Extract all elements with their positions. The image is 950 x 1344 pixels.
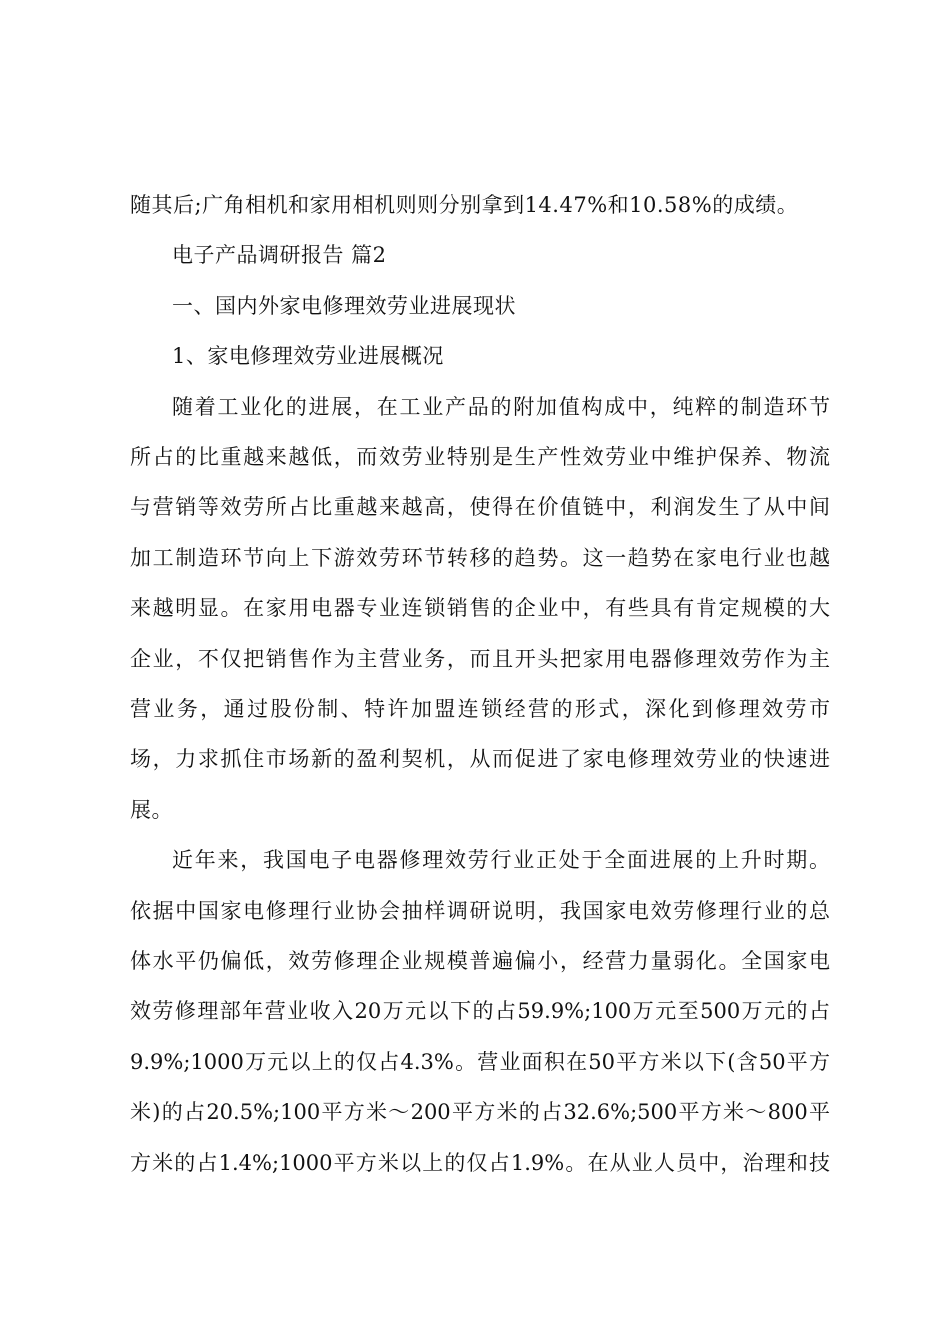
paragraph-line: 所占的比重越来越低，而效劳业特别是生产性效劳业中维护保养、物流: [130, 445, 830, 469]
paragraph-line: 依据中国家电修理行业协会抽样调研说明，我国家电效劳修理行业的总: [130, 899, 830, 923]
paragraph-line: 随其后;广角相机和家用相机则则分别拿到14.47%和10.58%的成绩。: [130, 193, 799, 217]
paragraph-line: 效劳修理部年营业收入20万元以下的占59.9%;100万元至500万元的占: [130, 999, 830, 1023]
paragraph-line: 近年来，我国电子电器修理效劳行业正处于全面进展的上升时期。: [172, 848, 830, 872]
paragraph-line: 场，力求抓住市场新的盈利契机，从而促进了家电修理效劳业的快速进: [130, 747, 830, 771]
section-heading: 电子产品调研报告 篇2: [172, 243, 387, 267]
paragraph-line: 9.9%;1000万元以上的仅占4.3%。营业面积在50平方米以下(含50平方: [130, 1050, 830, 1074]
paragraph-line: 体水平仍偏低，效劳修理企业规模普遍偏小，经营力量弱化。全国家电: [130, 949, 830, 973]
paragraph-line: 与营销等效劳所占比重越来越高，使得在价值链中，利润发生了从中间: [130, 495, 830, 519]
paragraph-line: 加工制造环节向上下游效劳环节转移的趋势。这一趋势在家电行业也越: [130, 546, 830, 570]
paragraph-line: 来越明显。在家用电器专业连锁销售的企业中，有些具有肯定规模的大: [130, 596, 830, 620]
paragraph-line: 方米的占1.4%;1000平方米以上的仅占1.9%。在从业人员中，治理和技: [130, 1151, 830, 1175]
paragraph-line: 企业，不仅把销售作为主营业务，而且开头把家用电器修理效劳作为主: [130, 647, 830, 671]
paragraph-line: 展。: [130, 798, 173, 822]
paragraph-line: 营业务，通过股份制、特许加盟连锁经营的形式，深化到修理效劳市: [130, 697, 830, 721]
paragraph-line: 随着工业化的进展，在工业产品的附加值构成中，纯粹的制造环节: [172, 395, 830, 419]
paragraph-line: 米)的占20.5%;100平方米～200平方米的占32.6%;500平方米～800平: [130, 1100, 830, 1124]
section-heading: 一、国内外家电修理效劳业进展现状: [172, 294, 516, 318]
subsection-heading: 1、家电修理效劳业进展概况: [172, 344, 444, 368]
